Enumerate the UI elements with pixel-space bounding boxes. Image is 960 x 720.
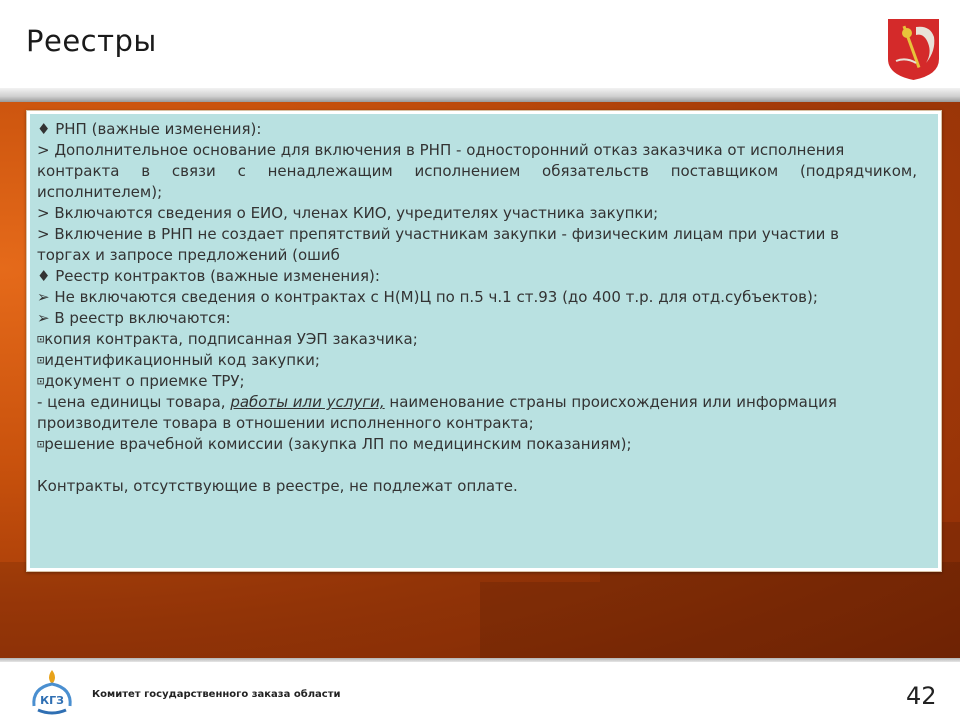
text-line: ➢ В реестр включаются:	[37, 309, 231, 327]
footer-divider	[0, 658, 960, 662]
slide-title: Реестры	[26, 24, 157, 58]
page-corner-bullet-icon: ⊡	[37, 332, 45, 346]
list-item	[37, 371, 917, 392]
page-number: 42	[906, 682, 937, 710]
kgz-logo-icon	[28, 666, 76, 716]
content-panel-fill	[30, 114, 938, 568]
text-line: исполнителем);	[37, 183, 163, 201]
text-line: производителе товара в отношении исполненного контракта;	[37, 414, 534, 432]
slide-header	[0, 0, 960, 90]
text-segment: наименование страны происхождения или информация	[384, 393, 837, 411]
text-line: > Включение в РНП не создает препятствий участникам закупки - физическим лицам при участии в	[37, 225, 839, 243]
text-line: контракта в связи с ненадлежащим исполнением обязательств поставщиком (подрядчиком,	[37, 162, 917, 180]
svg-text:КГЗ: КГЗ	[40, 694, 64, 707]
list-item-text: решение врачебной комиссии (закупка ЛП по медицинским показаниям);	[44, 435, 632, 453]
text-line: ➢ Не включаются сведения о контрактах с Н(М)Ц по п.5 ч.1 ст.93 (до 400 т.р. для отд.субъектов);	[37, 288, 818, 306]
content-text	[37, 119, 917, 497]
bg-tile	[480, 582, 600, 658]
list-item-text: документ о приемке ТРУ;	[44, 372, 245, 390]
header-divider	[0, 88, 960, 102]
page-corner-bullet-icon: ⊡	[37, 437, 45, 451]
text-line: ♦ Реестр контрактов (важные изменения):	[37, 267, 380, 285]
content-panel	[26, 110, 942, 572]
text-line	[37, 392, 917, 413]
list-item	[37, 350, 917, 371]
text-line: торгах и запросе предложений (ошиб	[37, 246, 340, 264]
list-item	[37, 434, 917, 455]
text-segment: - цена единицы товара,	[37, 393, 231, 411]
list-item	[37, 329, 917, 350]
text-line: > Включаются сведения о ЕИО, членах КИО, учредителях участника закупки;	[37, 204, 659, 222]
vologda-coat-of-arms-icon	[886, 17, 941, 82]
blank-line	[37, 455, 917, 476]
organization-name: Комитет государственного заказа области	[92, 689, 341, 700]
page-corner-bullet-icon: ⊡	[37, 374, 45, 388]
page-corner-bullet-icon: ⊡	[37, 353, 45, 367]
text-line: ♦ РНП (важные изменения):	[37, 120, 262, 138]
slide-footer	[0, 658, 960, 720]
list-item-text: копия контракта, подписанная УЭП заказчика;	[44, 330, 418, 348]
text-line: > Дополнительное основание для включения в РНП - односторонний отказ заказчика от исполнения	[37, 141, 845, 159]
text-line: Контракты, отсутствующие в реестре, не подлежат оплате.	[37, 477, 518, 495]
underlined-text: работы или услуги,	[230, 393, 385, 411]
bg-tile	[720, 572, 840, 658]
list-item-text: идентификационный код закупки;	[44, 351, 320, 369]
